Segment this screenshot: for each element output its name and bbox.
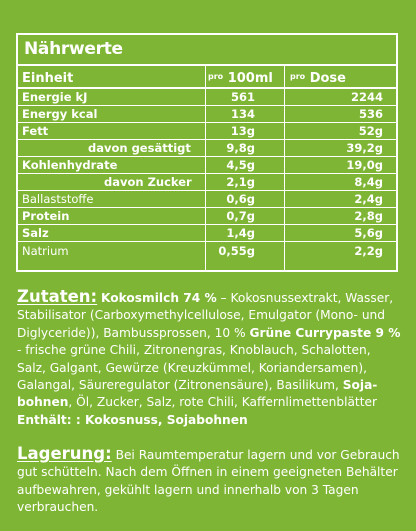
ingredients-text: , Öl, Zucker, Salz, rote Chili, Kaffernlimettenblätter (68, 395, 378, 410)
table-row (18, 191, 396, 208)
row-value-100ml: 561 (230, 90, 255, 104)
table-row (18, 123, 396, 140)
row-value-100ml: 13g (230, 124, 255, 138)
table-row (18, 140, 396, 157)
row-value-can: 52g (358, 124, 383, 138)
ingredient-curry-paste: Grüne Currypaste 9 % (249, 325, 401, 340)
row-label: davon gesättigt (88, 141, 191, 155)
ingredients-text: - frische grüne Chili, Zitronengras, Knoblauch, Schalotten, Salz, Galgant, Gewürze (Kreuzkümmel, Koriandersamen), Galangal, Säureregulator (Zitronensäure), Basilikum, (17, 343, 371, 393)
row-label: Energy kcal (22, 107, 98, 121)
ingredients-section (17, 288, 402, 429)
header-per-100ml: $^{pro}$ 100ml (208, 71, 273, 86)
row-label: davon Zucker (104, 175, 192, 189)
row-value-can: 19,0g (346, 158, 383, 172)
row-value-can: 5,6g (354, 226, 383, 240)
ingredients-heading: Zutaten: (17, 287, 98, 306)
ingredient-main: Kokosmilch 74 % (101, 291, 217, 305)
row-value-can: 2,2g (354, 244, 383, 258)
row-value-can: 2244 (350, 90, 383, 104)
table-row (18, 157, 396, 174)
table-row (18, 208, 396, 225)
row-label: Protein (22, 209, 70, 223)
row-value-100ml: 4,5g (226, 158, 255, 172)
header-per-can: $^{pro}$ Dose (290, 71, 346, 86)
ingredients-text: – Kokosnussextrakt, Wasser, Stabilisator (Carboxymethylcellulose, Emulgator (Mono- und Diglyceride)), Bambussprossen, 10 % (17, 291, 394, 340)
row-value-can: 39,2g (346, 141, 383, 155)
storage-text: Bei Raumtemperatur lagern und vor Gebrauch gut schütteln. Nach dem Öffnen in einem geeigneten Behälter aufbewahren, gekühlt lagern und innerhalb von 3 Tagen verbrauchen. (17, 448, 400, 515)
row-value-100ml: 0,6g (226, 192, 255, 206)
row-label: Salz (22, 226, 49, 240)
row-label: Fett (22, 124, 49, 138)
storage-section (17, 445, 402, 517)
row-value-100ml: 9,8g (226, 141, 255, 155)
row-value-can: 2,4g (354, 192, 383, 206)
row-value-100ml: 0,7g (226, 209, 255, 223)
table-title: Nährwerte (24, 39, 123, 59)
row-value-can: 8,4g (354, 175, 383, 189)
table-row (18, 106, 396, 123)
table-row (18, 225, 396, 242)
row-label: Kohlenhydrate (22, 158, 118, 172)
header-unit: Einheit (22, 71, 74, 86)
allergen-statement: Enthält: : Kokosnuss, Sojabohnen (17, 412, 248, 427)
row-value-100ml: 2,1g (226, 175, 255, 189)
nutrition-table (16, 33, 398, 272)
ingredient-allergen: Soja-bohnen (17, 378, 378, 410)
table-row (18, 174, 396, 191)
row-value-can: 2,8g (354, 209, 383, 223)
row-value-can: 536 (358, 107, 383, 121)
table-row (18, 89, 396, 106)
storage-heading: Lagerung: (17, 444, 112, 463)
row-value-100ml: 134 (230, 107, 255, 121)
row-label: Energie kJ (22, 90, 88, 104)
table-row (18, 243, 396, 260)
row-value-100ml: 0,55g (218, 244, 255, 258)
row-label: Ballaststoffe (22, 192, 94, 206)
table-header-row (18, 66, 396, 89)
row-value-100ml: 1,4g (226, 226, 255, 240)
row-label: Natrium (22, 244, 69, 258)
